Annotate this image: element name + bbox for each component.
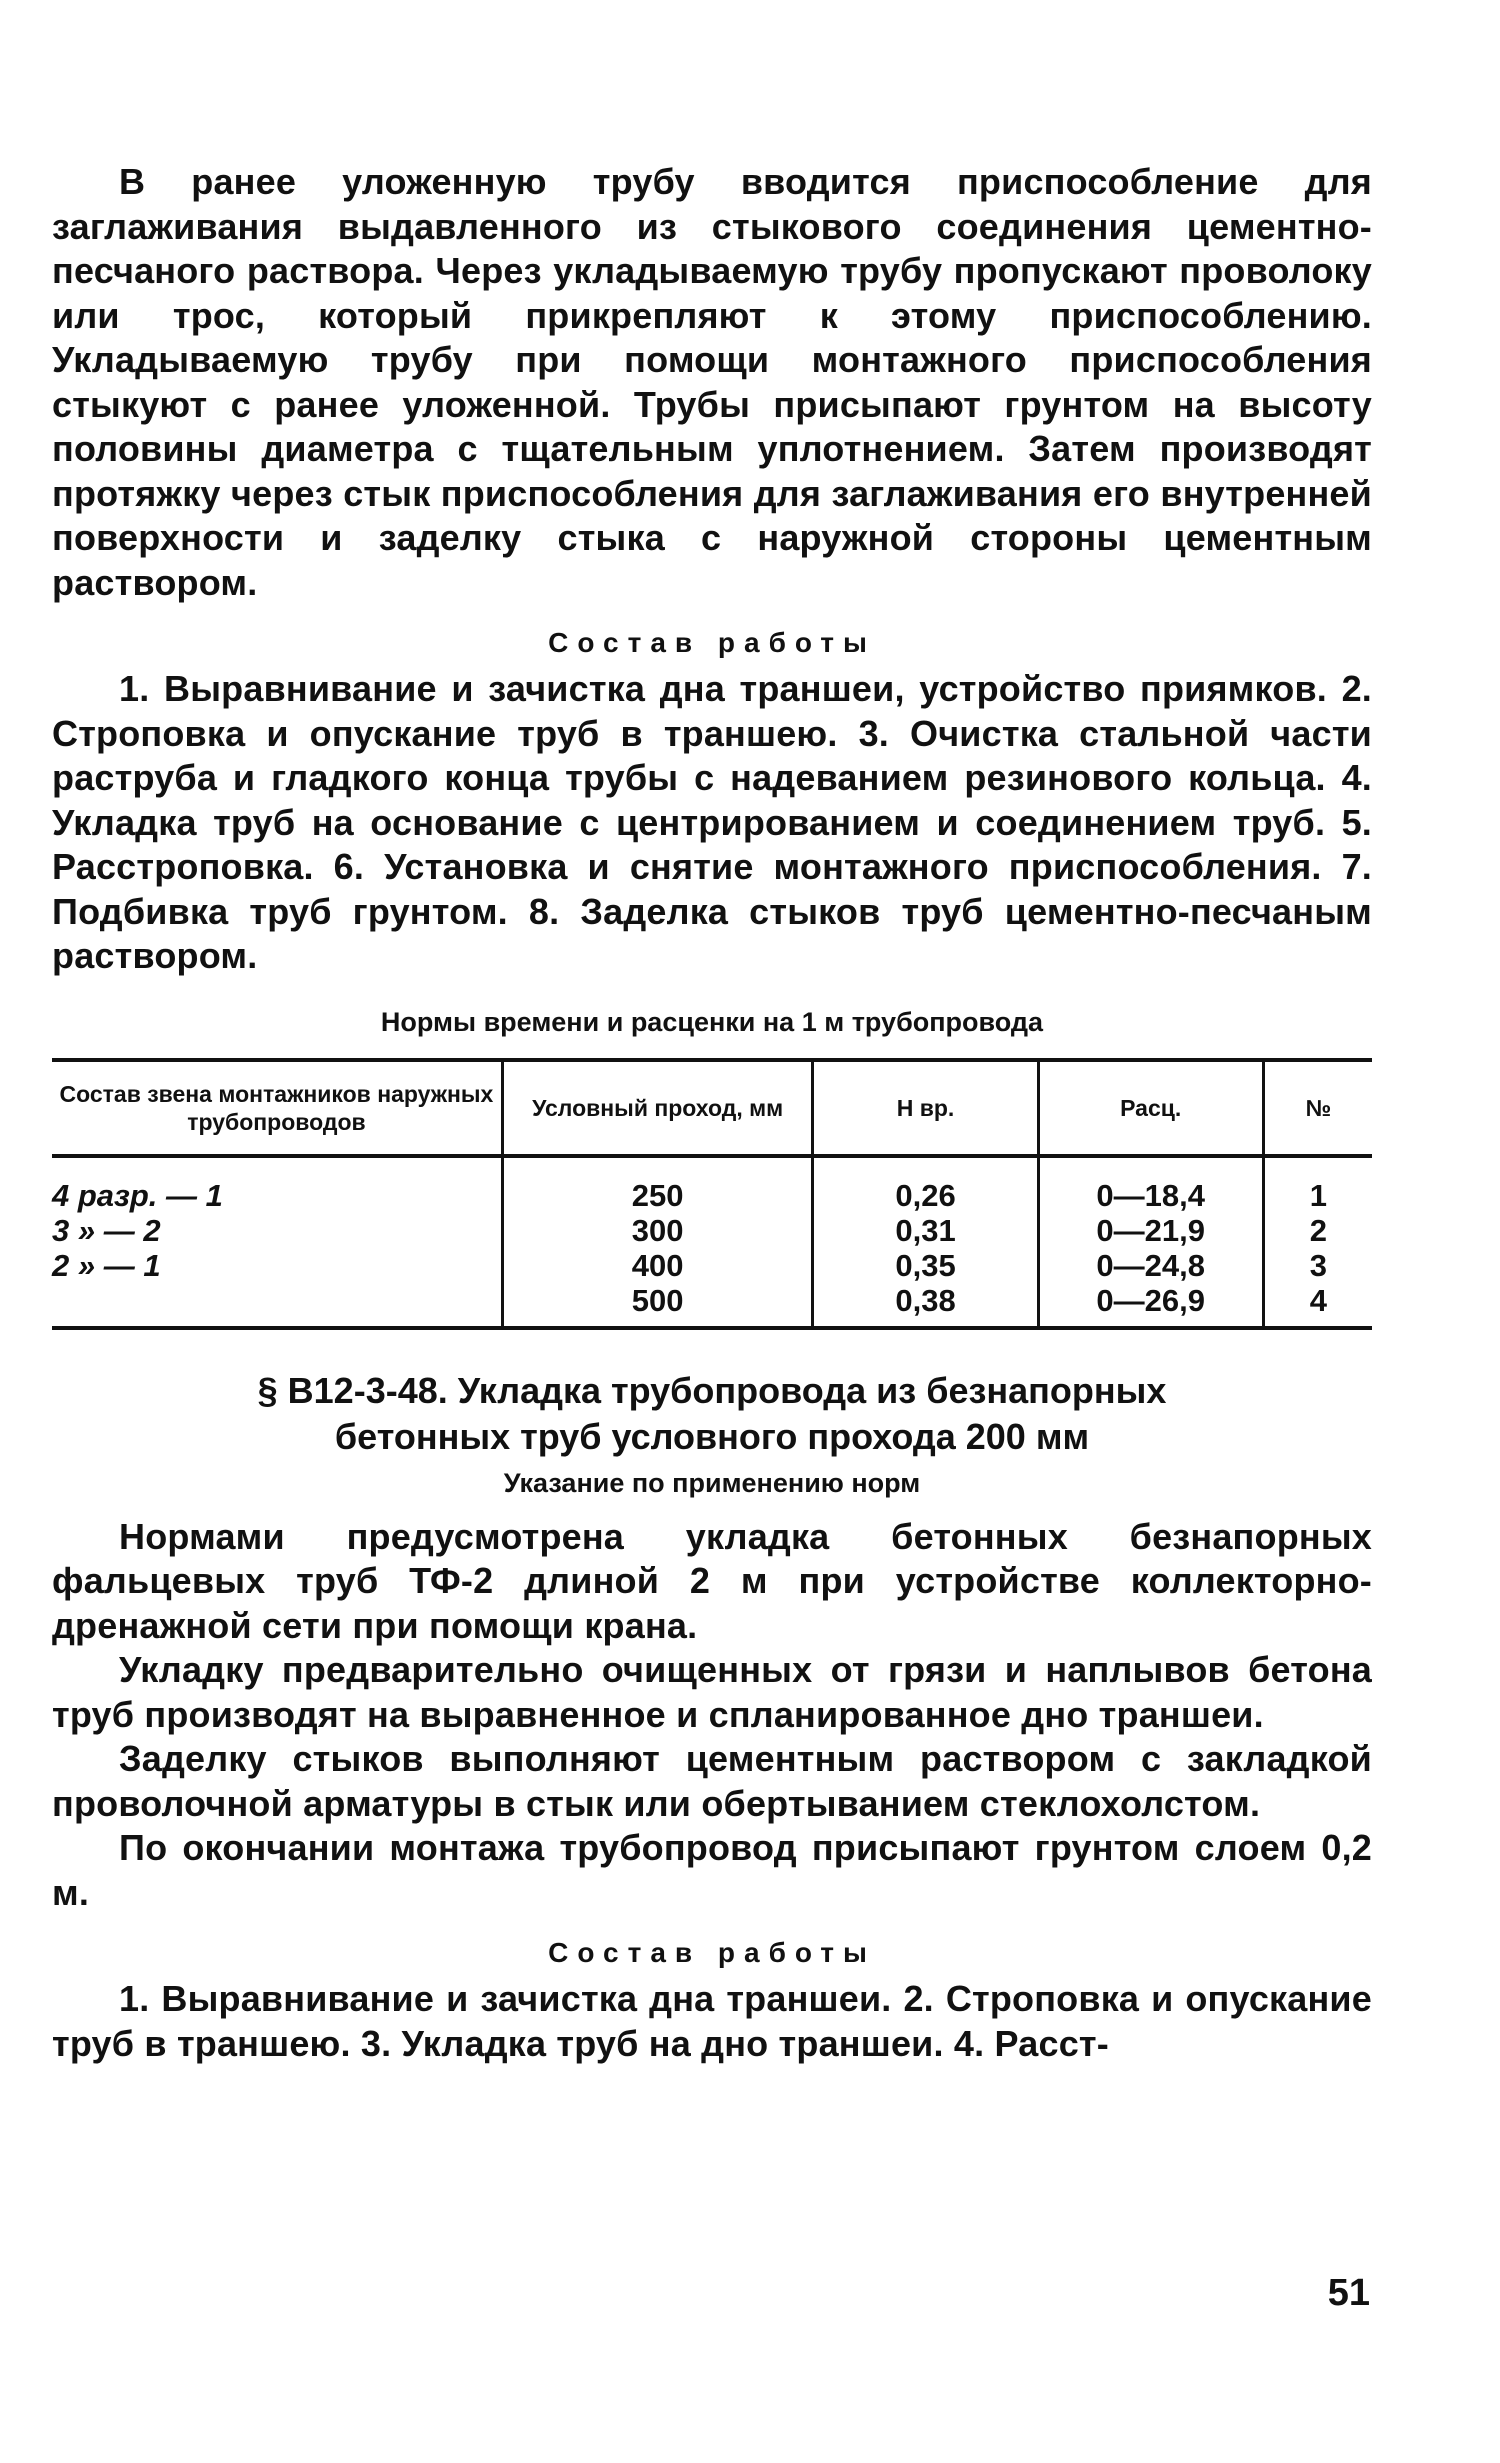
cell-time: 0,31 (813, 1213, 1038, 1248)
cell-num: 4 (1263, 1283, 1372, 1328)
cell-rate: 0—18,4 (1038, 1156, 1263, 1213)
cell-crew: 3 » — 2 (52, 1212, 161, 1248)
guidance-paragraph: По окончании монтажа трубопровод присыпают грунтом слоем 0,2 м. (52, 1827, 1372, 1913)
section-title (52, 1368, 1372, 1460)
intro-paragraph: В ранее уложенную трубу вводится приспособление для заглаживания выдавленного из стыкового соединения цементно-песчаного раствора. Через укладываемую трубу пропускают проволоку или трос, который прикрепляют к этому приспособлению. Укладываемую трубу при помощи монтажного приспособления стыкуют с ранее уложенной. Трубы присыпают грунтом на высоту половины диаметра с тщательным уплотнением. Затем производят протяжку через стык приспособления для заглаживания его внутренней поверхности и заделку стыка с наружной стороны цементным раствором. (52, 161, 1372, 603)
header-rate: Расц. (1038, 1060, 1263, 1156)
table-row (52, 1248, 1372, 1283)
cell-rate: 0—26,9 (1038, 1283, 1263, 1328)
header-time: Н вр. (813, 1060, 1038, 1156)
work-composition-text-2: 1. Выравнивание и зачистка дна траншеи. 2. Строповка и опускание труб в траншею. 3. Укладка труб на дно траншеи. 4. Расст- (52, 1978, 1372, 2064)
norms-table-title: Нормы времени и расценки на 1 м трубопровода (380, 1006, 1044, 1037)
cell-diameter: 250 (502, 1156, 813, 1213)
work-composition-heading-1: Состав работы (548, 627, 876, 658)
header-crew: Состав звена монтажников наружных трубопроводов (52, 1060, 502, 1156)
guidance-paragraph: Укладку предварительно очищенных от грязи и наплывов бетона труб производят на выравненное и спланированное дно траншеи. (52, 1649, 1372, 1735)
document-page (52, 160, 1372, 2066)
cell-diameter: 300 (502, 1213, 813, 1248)
cell-rate: 0—24,8 (1038, 1248, 1263, 1283)
header-diameter: Условный проход, мм (502, 1060, 813, 1156)
cell-num: 2 (1263, 1213, 1372, 1248)
header-num: № (1263, 1060, 1372, 1156)
cell-crew (52, 1283, 502, 1328)
guidance-heading: Указание по применению норм (503, 1467, 921, 1498)
cell-time: 0,26 (813, 1156, 1038, 1213)
table-row (52, 1213, 1372, 1248)
cell-diameter: 500 (502, 1283, 813, 1328)
table-row (52, 1283, 1372, 1328)
cell-crew: 2 » — 1 (52, 1247, 161, 1283)
section-title-line-2: бетонных труб условного прохода 200 мм (334, 1415, 1090, 1457)
cell-diameter: 400 (502, 1248, 813, 1283)
work-composition-heading-2: Состав работы (548, 1937, 876, 1968)
cell-time: 0,38 (813, 1283, 1038, 1328)
guidance-paragraph: Заделку стыков выполняют цементным раствором с закладкой проволочной арматуры в стык или обертыванием стеклохолстом. (52, 1738, 1372, 1824)
table-row (52, 1156, 1372, 1213)
section-title-line-1: § В12-3-48. Укладка трубопровода из безнапорных (257, 1369, 1167, 1411)
cell-time: 0,35 (813, 1248, 1038, 1283)
page-number: 51 (1327, 2272, 1370, 2314)
table-header-row (52, 1060, 1372, 1156)
guidance-paragraph: Нормами предусмотрена укладка бетонных безнапорных фальцевых труб ТФ-2 длиной 2 м при устройстве коллекторно-дренажной сети при помощи крана. (52, 1515, 1372, 1646)
work-composition-text-1: 1. Выравнивание и зачистка дна траншеи, устройство приямков. 2. Строповка и опускание труб в траншею. 3. Очистка стальной части раструба и гладкого конца трубы с надеванием резинового кольца. 4. Укладка труб на основание с центрированием и соединением труб. 5. Расстроповка. 6. Установка и снятие монтажного приспособления. 7. Подбивка труб грунтом. 8. Заделка стыков труб цементно-песчаным раствором. (52, 668, 1372, 976)
cell-num: 3 (1263, 1248, 1372, 1283)
cell-num: 1 (1263, 1156, 1372, 1213)
cell-rate: 0—21,9 (1038, 1213, 1263, 1248)
cell-crew: 4 разр. — 1 (52, 1177, 223, 1213)
norms-table (52, 1058, 1372, 1330)
